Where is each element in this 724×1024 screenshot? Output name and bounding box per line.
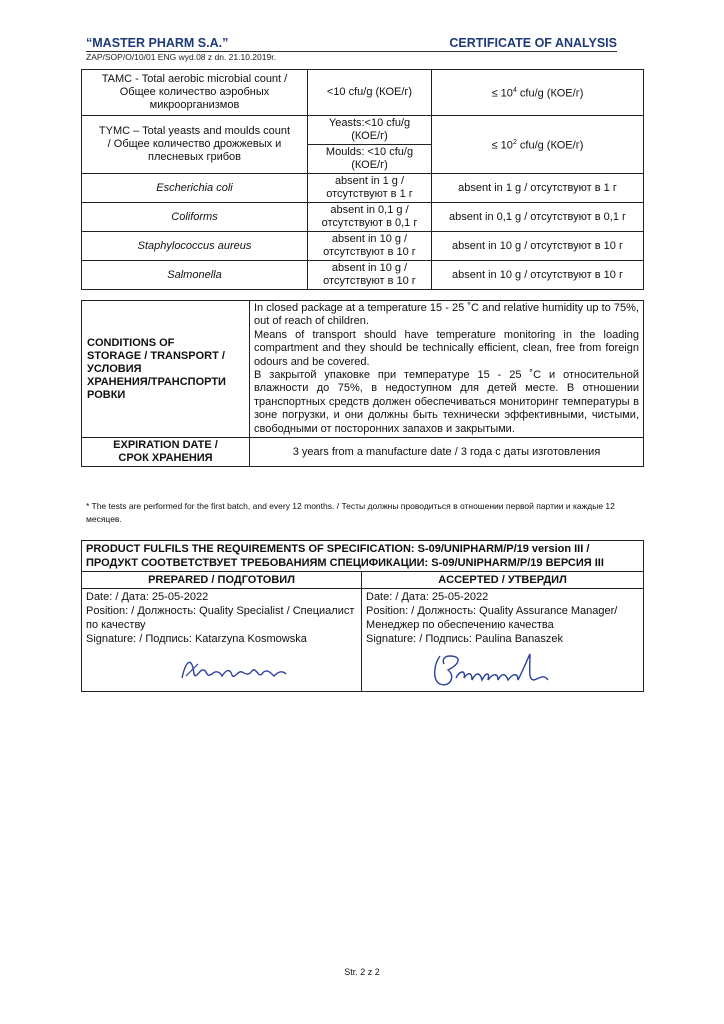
prepared-details xyxy=(82,589,362,692)
storage-text-ru: В закрытой упаковке при температуре 15 - 25 ˚C и относительной влажности до 75%, в недоступном для детей месте. В отношении транспортных средств должен обеспечиваться мониторинг температуры в зоне погрузки, и они должны быть технически эффективными, чистыми, свободными от посторонних запахов и закрытыми. xyxy=(254,369,639,435)
spec-exponent: 4 xyxy=(512,87,517,95)
label-text: СРОК ХРАНЕНИЯ xyxy=(118,452,213,465)
param-coliforms: Coliforms xyxy=(82,203,308,232)
result-moulds xyxy=(308,145,432,174)
spec-salmonella: absent in 10 g / отсутствуют в 10 г xyxy=(432,261,644,290)
accepted-date: Date: / Дата: 25-05-2022 xyxy=(366,591,489,603)
table-row xyxy=(82,174,644,203)
result-text: отсутствуют в 10 г xyxy=(323,275,416,287)
result-text: (КОЕ/г) xyxy=(351,130,388,142)
label-text: ХРАНЕНИЯ/ТРАНСПОРТИ xyxy=(87,375,226,388)
table-row xyxy=(82,70,644,116)
result-yeasts xyxy=(308,116,432,145)
table-row xyxy=(82,261,644,290)
microbiology-table xyxy=(81,69,644,290)
result-text: Moulds: <10 cfu/g xyxy=(325,146,414,158)
footnote: * The tests are performed for the first batch, and every 12 months. / Тесты должны проводиться в отношении первой партии и каждые 12 месяцев. xyxy=(86,501,615,524)
table-row xyxy=(82,572,644,589)
spec-text: ≤ 10 xyxy=(491,139,513,152)
param-staph: Staphylococcus aureus xyxy=(82,232,308,261)
transport-text-en: Means of transport should have temperature monitoring in the loading compartment and they should be technically efficient, clean, free from foreign odours and be covered. xyxy=(254,328,639,368)
accepted-heading: ACCEPTED / УТВЕРДИЛ xyxy=(362,572,644,589)
result-tamc: <10 cfu/g (КОЕ/г) xyxy=(308,70,432,116)
spec-text: ≤ 10 xyxy=(491,87,513,100)
storage-text-en: In closed package at a temperature 15 - 25 ˚C and relative humidity up to 75%, out of reach of children. xyxy=(254,302,639,328)
spec-ecoli: absent in 1 g / отсутствуют в 1 г xyxy=(432,174,644,203)
prepared-date: Date: / Дата: 25-05-2022 xyxy=(86,591,209,603)
result-salmonella xyxy=(308,261,432,290)
prepared-position: Position: / Должность: Quality Specialist / Специалист по качеству xyxy=(86,605,355,631)
result-ecoli xyxy=(308,174,432,203)
result-text: отсутствуют в 0,1 г xyxy=(321,217,418,229)
expiration-label xyxy=(82,438,250,467)
param-tamc xyxy=(82,70,308,116)
table-row xyxy=(82,541,644,572)
label-text: EXPIRATION DATE / xyxy=(113,439,218,452)
handwritten-signature xyxy=(426,650,566,690)
result-text: absent in 1 g / xyxy=(334,175,405,187)
param-text: TAMC - Total aerobic microbial count / xyxy=(101,73,288,85)
result-text: absent in 0,1 g / xyxy=(330,204,409,216)
spec-staph: absent in 10 g / отсутствуют в 10 г xyxy=(432,232,644,261)
company-name: “MASTER PHARM S.A.” xyxy=(86,36,229,50)
table-row xyxy=(82,203,644,232)
result-text: absent in 10 g / xyxy=(331,233,408,245)
param-text: Общее количество аэробных xyxy=(119,86,270,98)
result-text: отсутствуют в 10 г xyxy=(323,246,416,258)
document-reference: ZAP/SOP/O/10/01 ENG wyd.08 z dn. 21.10.2019r. xyxy=(86,52,276,62)
table-row xyxy=(82,116,644,145)
storage-conditions xyxy=(250,301,644,438)
spec-text: cfu/g (КОЕ/г) xyxy=(516,87,584,100)
spec-tamc xyxy=(432,70,644,116)
prepared-signature-label: Signature: / Подпись: Katarzyna Kosmowska xyxy=(86,633,307,645)
expiration-value: 3 years from a manufacture date / 3 года с даты изготовления xyxy=(250,438,644,467)
table-row xyxy=(82,438,644,467)
param-ecoli: Escherichia coli xyxy=(82,174,308,203)
table-row xyxy=(82,589,644,692)
param-text: микроорганизмов xyxy=(149,99,240,111)
page-number: Str. 2 z 2 xyxy=(344,967,380,977)
accepted-signature-label: Signature: / Подпись: Paulina Banaszek xyxy=(366,633,564,645)
label-text: CONDITIONS OF xyxy=(87,336,175,349)
spec-coliforms: absent in 0,1 g / отсутствуют в 0,1 г xyxy=(432,203,644,232)
result-text: absent in 10 g / xyxy=(331,262,408,274)
accepted-details xyxy=(362,589,644,692)
accepted-position: Position: / Должность: Quality Assurance Manager/ Менеджер по обеспечению качества xyxy=(366,605,618,631)
spec-text: cfu/g (КОЕ/г) xyxy=(516,139,584,152)
table-row xyxy=(82,301,644,438)
result-text: (КОЕ/г) xyxy=(351,159,388,171)
result-coliforms xyxy=(308,203,432,232)
prepared-heading: PREPARED / ПОДГОТОВИЛ xyxy=(82,572,362,589)
param-text: плесневых грибов xyxy=(147,151,242,163)
approval-table xyxy=(81,540,644,692)
storage-label xyxy=(82,301,250,438)
result-staph xyxy=(308,232,432,261)
table-row xyxy=(82,232,644,261)
param-tymc xyxy=(82,116,308,174)
spec-exponent: 2 xyxy=(512,139,517,147)
specification-statement: PRODUCT FULFILS THE REQUIREMENTS OF SPECIFICATION: S-09/UNIPHARM/P/19 version III / ПРОДУКТ СООТВЕТСТВУЕТ ТРЕБОВАНИЯМ СПЕЦИФИКАЦИИ: S-09/UNIPHARM/P/19 ВЕРСИЯ III xyxy=(82,541,644,572)
result-text: отсутствуют в 1 г xyxy=(326,188,413,200)
result-text: Yeasts:<10 cfu/g xyxy=(328,117,411,129)
param-salmonella: Salmonella xyxy=(82,261,308,290)
label-text: STORAGE / TRANSPORT / xyxy=(87,349,225,362)
handwritten-signature xyxy=(176,650,296,686)
label-text: РОВКИ xyxy=(87,388,126,401)
spec-tymc xyxy=(432,116,644,174)
param-text: TYMC – Total yeasts and moulds count xyxy=(98,125,291,137)
param-text: / Общее количество дрожжевых и xyxy=(107,138,282,150)
document-title: CERTIFICATE OF ANALYSIS xyxy=(449,36,617,50)
label-text: УСЛОВИЯ xyxy=(87,362,142,375)
storage-table xyxy=(81,300,644,467)
